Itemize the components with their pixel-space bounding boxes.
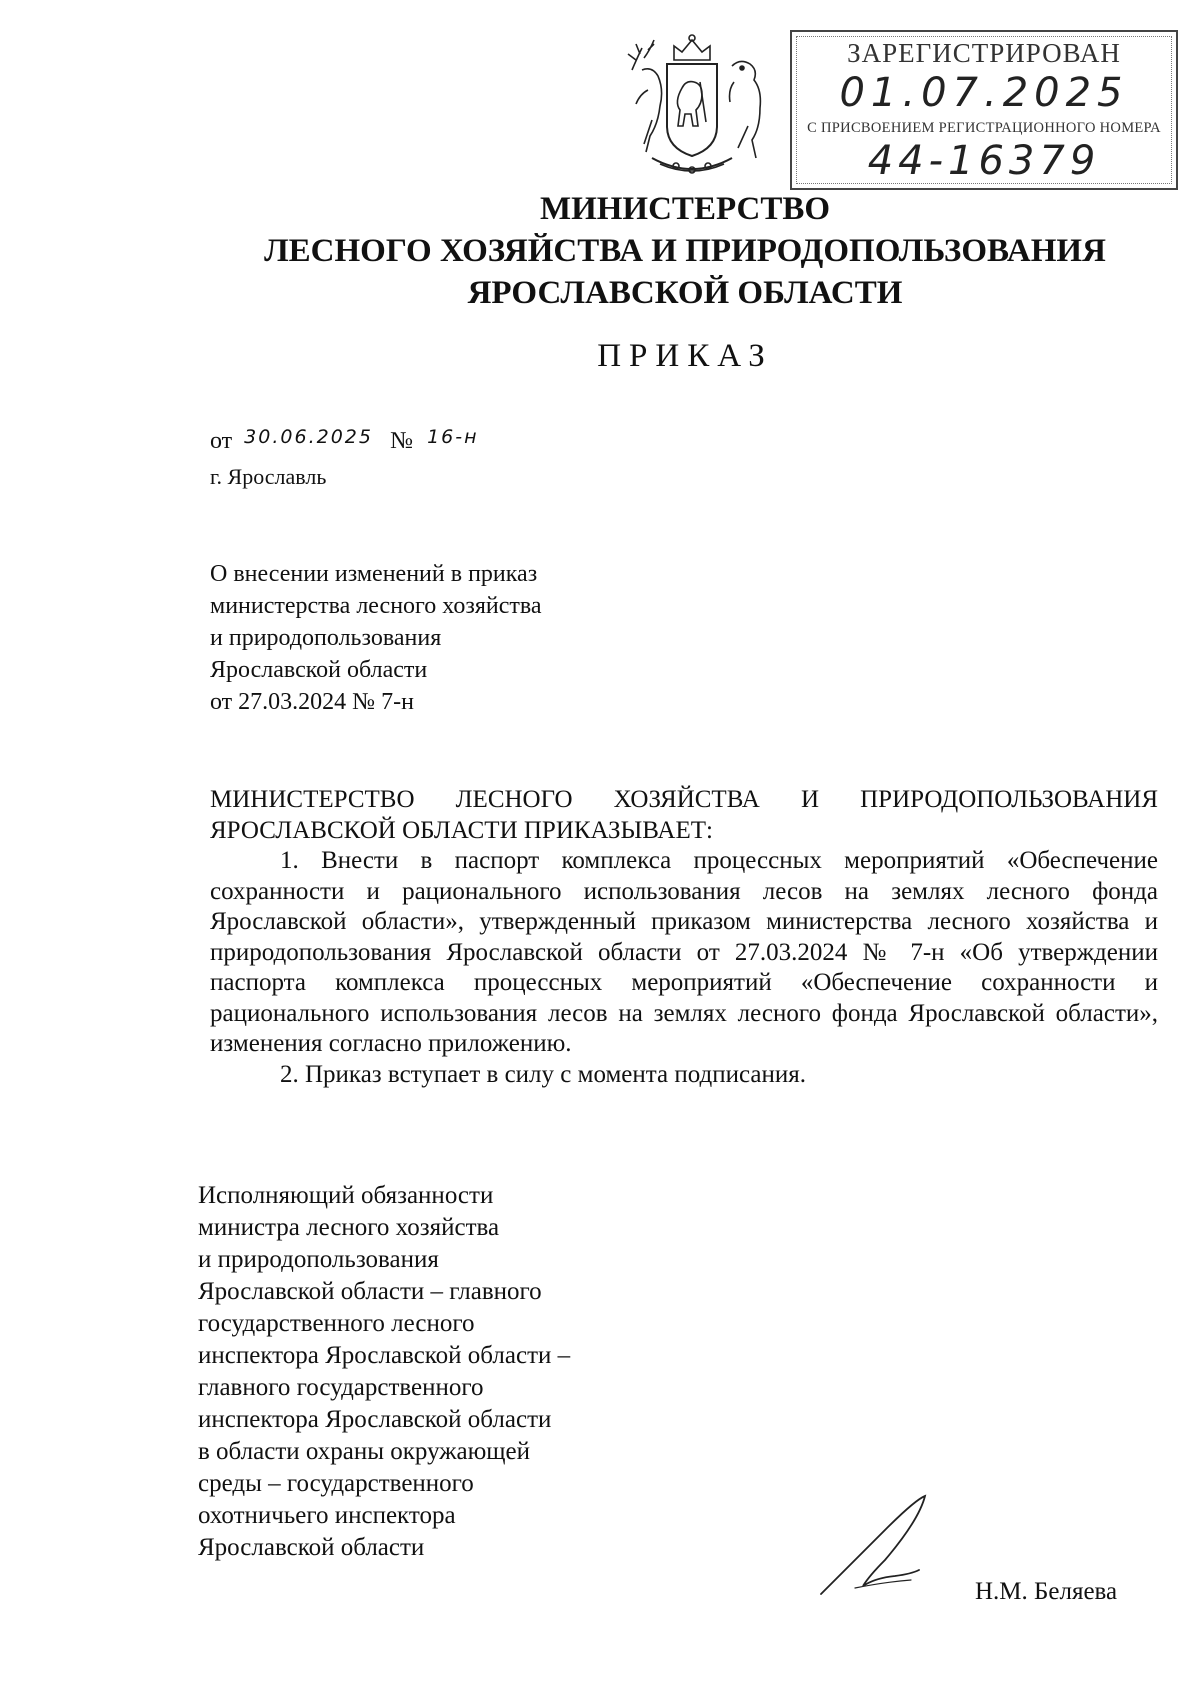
ministry-heading-line: ЛЕСНОГО ХОЗЯЙСТВА И ПРИРОДОПОЛЬЗОВАНИЯ [264,233,1106,269]
coat-of-arms-emblem [612,30,772,180]
order-city: г. Ярославль [210,464,327,489]
handwritten-order-date: 30.06.2025 [244,426,373,448]
subject-line: и природопользования [210,625,442,651]
order-title: ПРИКАЗ [597,338,773,374]
order-item-1: 1. Внести в паспорт комплекса процессных мероприятий «Обеспечение сохранности и рационального использования лесов на землях лесного фонда Ярославской области», утвержденный приказом министерства лесного хозяйства и природопользования Ярославской области от 27.03.2024 № 7-н «Об утверждении паспорта комплекса процессных мероприятий «Обеспечение сохранности и рационального использования лесов на землях лесного фонда Ярославской области», изменения согласно приложению. [210,847,1158,1057]
position-line: инспектора Ярославской области – [198,1342,571,1369]
stamp-registration-date: 01.07.2025 [839,70,1129,116]
position-line: в области охраны окружающей [198,1438,531,1465]
position-line: среды – государственного [198,1470,474,1497]
order-preamble: МИНИСТЕРСТВО ЛЕСНОГО ХОЗЯЙСТВА И ПРИРОДОПОЛЬЗОВАНИЯ ЯРОСЛАВСКОЙ ОБЛАСТИ ПРИКАЗЫВАЕТ: [210,786,1158,844]
subject-line: министерства лесного хозяйства [210,593,542,619]
order-body [210,785,1158,1090]
order-subject [210,558,542,718]
position-line: Ярославской области [198,1534,425,1561]
position-line: и природопользования [198,1246,439,1273]
position-line: инспектора Ярославской области [198,1406,552,1433]
from-prefix: от [210,428,233,454]
signatory-position [198,1180,570,1564]
subject-line: Ярославской области [210,657,428,683]
position-line: охотничьего инспектора [198,1502,456,1529]
ministry-heading-line: ЯРОСЛАВСКОЙ ОБЛАСТИ [467,275,903,311]
position-line: Ярославской области – главного [198,1278,542,1305]
ministry-heading-line: МИНИСТЕРСТВО [539,191,831,227]
signatory-name: Н.М. Беляева [975,1578,1118,1605]
stamp-caption: С ПРИСВОЕНИЕМ РЕГИСТРАЦИОННОГО НОМЕРА [807,120,1161,136]
registration-stamp [790,30,1178,190]
stamp-registration-number: 44-16379 [867,138,1101,184]
handwritten-signature [815,1490,955,1600]
handwritten-order-number: 16-н [427,426,479,448]
order-item-2: 2. Приказ вступает в силу с момента подписания. [280,1060,806,1088]
number-sign: № [390,428,414,454]
subject-line: О внесении изменений в приказ [210,561,538,587]
position-line: главного государственного [198,1374,484,1401]
subject-line: от 27.03.2024 № 7-н [210,689,414,715]
position-line: министра лесного хозяйства [198,1214,500,1241]
position-line: Исполняющий обязанности [198,1182,494,1209]
ministry-heading [100,188,1200,314]
position-line: государственного лесного [198,1310,475,1337]
stamp-title: ЗАРЕГИСТРИРОВАН [847,38,1121,68]
order-date-line [210,428,479,455]
